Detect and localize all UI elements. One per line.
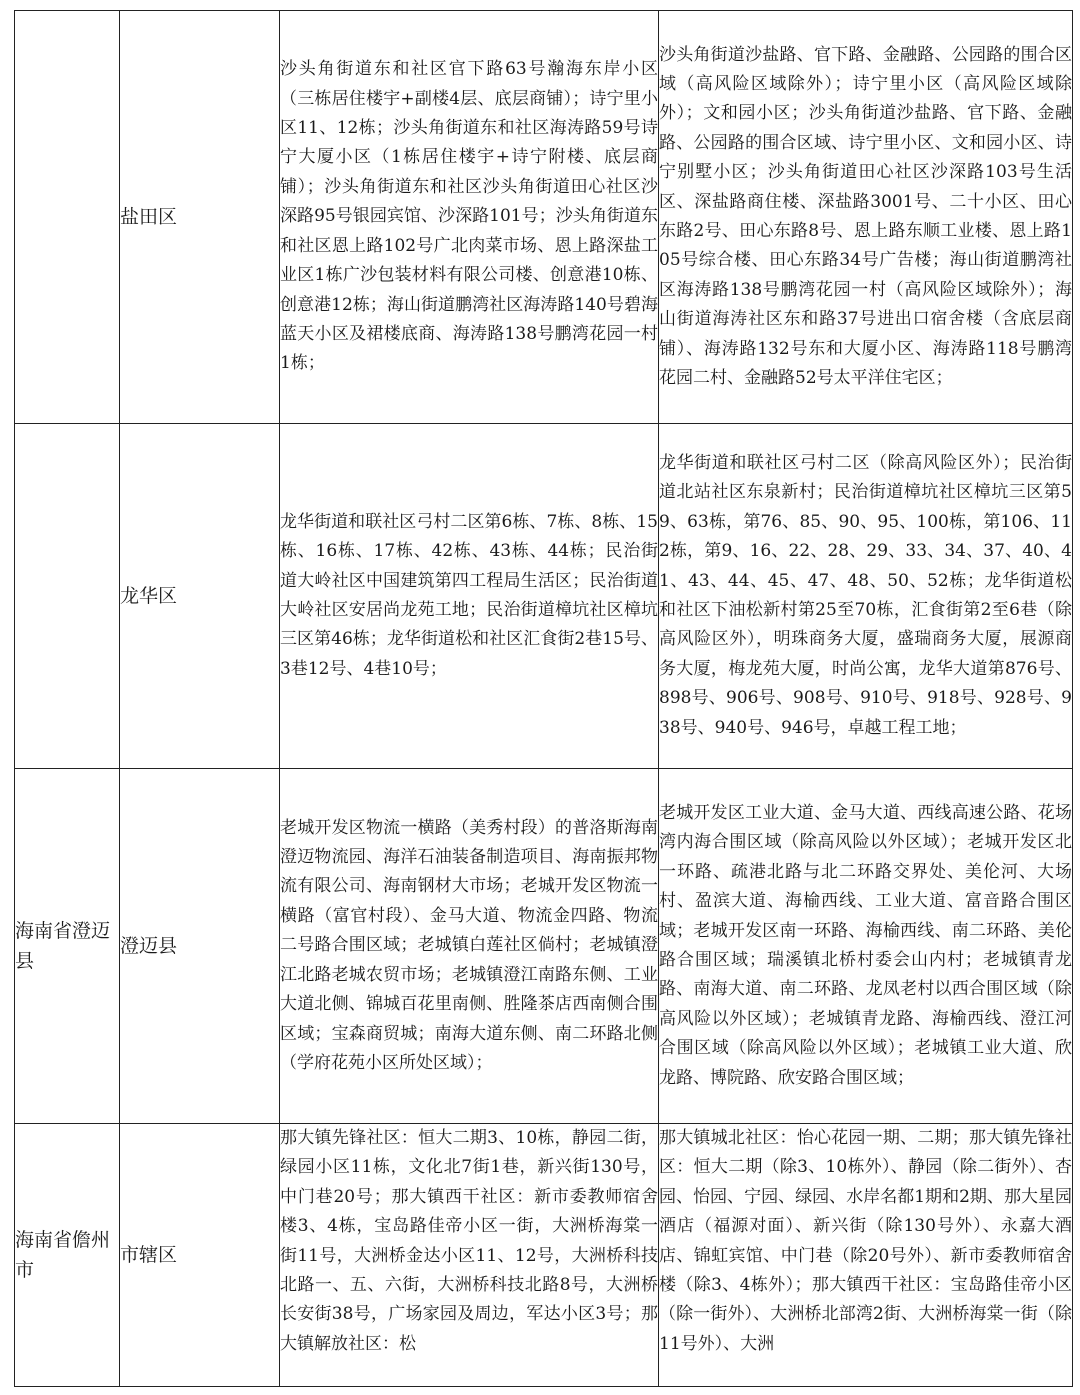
table-row [15,769,1073,1124]
medium-risk-cell: 龙华街道和联社区弓村二区第6栋、7栋、8栋、15栋、16栋、17栋、42栋、43栋、44栋；民治街道大岭社区中国建筑第四工程局生活区；民治街道大岭社区安居尚龙苑工地；民治街道樟坑社区樟坑三区第46栋；龙华街道松和社区汇食街2巷15号、3巷12号、4巷10号； [280,424,659,769]
district-cell: 市辖区 [120,1124,280,1387]
low-risk-cell: 沙头角街道沙盐路、官下路、金融路、公园路的围合区域（高风险区域除外）；诗宁里小区（高风险区域除外）；文和园小区；沙头角街道沙盐路、官下路、金融路、公园路的围合区域、诗宁里小区、文和园小区、诗宁别墅小区；沙头角街道田心社区沙深路103号生活区、深盐路商住楼、深盐路3001号、二十小区、田心东路2号、田心东路8号、恩上路东顺工业楼、恩上路105号综合楼、田心东路34号广告楼；海山街道鹏湾社区海涛路138号鹏湾花园一村（高风险区域除外）；海山街道海涛社区东和路37号进出口宿舍楼（含底层商铺）、海涛路132号东和大厦小区、海涛路118号鹏湾花园二村、金融路52号太平洋住宅区； [659,11,1073,424]
low-risk-cell: 老城开发区工业大道、金马大道、西线高速公路、花场湾内海合围区域（除高风险以外区域）；老城开发区北一环路、疏港北路与北二环路交界处、美伦河、大场村、盈滨大道、海榆西线、工业大道、富音路合围区域；老城开发区南一环路、海榆西线、南二环路、美伦路合围区域；瑞溪镇北桥村委会山内村；老城镇青龙路、南海大道、南二环路、龙凤老村以西合围区域（除高风险以外区域）；老城镇青龙路、海榆西线、澄江河合围区域（除高风险以外区域）；老城镇工业大道、欣龙路、博院路、欣安路合围区域； [659,769,1073,1124]
table-row [15,1124,1073,1387]
province-cell: 海南省儋州市 [15,1124,120,1387]
province-cell: 海南省澄迈县 [15,769,120,1124]
district-cell: 澄迈县 [120,769,280,1124]
province-cell [15,424,120,769]
province-cell [15,11,120,424]
medium-risk-cell: 沙头角街道东和社区官下路63号瀚海东岸小区（三栋居住楼宇+副楼4层、底层商铺）；诗宁里小区11、12栋；沙头角街道东和社区海涛路59号诗宁大厦小区（1栋居住楼宇+诗宁附楼、底层商铺）；沙头角街道东和社区沙头角街道田心社区沙深路95号银园宾馆、沙深路101号；沙头角街道东和社区恩上路102号广北肉菜市场、恩上路深盐工业区1栋广沙包装材料有限公司楼、创意港10栋、创意港12栋；海山街道鹏湾社区海涛路140号碧海蓝天小区及裙楼底商、海涛路138号鹏湾花园一村1栋； [280,11,659,424]
district-cell: 龙华区 [120,424,280,769]
risk-area-table [14,10,1073,1387]
medium-risk-cell: 老城开发区物流一横路（美秀村段）的普洛斯海南澄迈物流园、海洋石油装备制造项目、海南振邦物流有限公司、海南钢材大市场；老城开发区物流一横路（富官村段）、金马大道、物流金四路、物流二号路合围区域；老城镇白莲社区倘村；老城镇澄江北路老城农贸市场；老城镇澄江南路东侧、工业大道北侧、锦城百花里南侧、胜隆茶店西南侧合围区域；宝森商贸城；南海大道东侧、南二环路北侧（学府花苑小区所处区域）； [280,769,659,1124]
low-risk-cell: 龙华街道和联社区弓村二区（除高风险区外）；民治街道北站社区东泉新村；民治街道樟坑社区樟坑三区第59、63栋，第76、85、90、95、100栋，第106、112栋，第9、16、22、28、29、33、34、37、40、41、43、44、45、47、48、50、52栋；龙华街道松和社区下油松新村第25至70栋，汇食街第2至6巷（除高风险区外），明珠商务大厦，盛瑞商务大厦，展源商务大厦，梅龙苑大厦，时尚公寓，龙华大道第876号、898号、906号、908号、910号、918号、928号、938号、940号、946号，卓越工程工地； [659,424,1073,769]
medium-risk-cell: 那大镇先锋社区：恒大二期3、10栋，静园二街，绿园小区11栋，文化北7街1巷，新兴街130号，中门巷20号；那大镇西干社区：新市委教师宿舍楼3、4栋，宝岛路佳帝小区一街，大洲桥海棠一街11号，大洲桥金达小区11、12号，大洲桥科技北路一、五、六街，大洲桥科技北路8号，大洲桥长安街38号，广场家园及周边，军达小区3号；那大镇解放社区：松 [280,1124,659,1387]
table-row [15,424,1073,769]
district-cell: 盐田区 [120,11,280,424]
table-row [15,11,1073,424]
low-risk-cell: 那大镇城北社区：怡心花园一期、二期；那大镇先锋社区：恒大二期（除3、10栋外）、静园（除二街外）、杏园、怡园、宁园、绿园、水岸名都1期和2期、那大星园酒店（福源对面）、新兴街（除130号外）、永嘉大酒店、锦虹宾馆、中门巷（除20号外）、新市委教师宿舍楼（除3、4栋外）；那大镇西干社区：宝岛路佳帝小区（除一街外）、大洲桥北部湾2街、大洲桥海棠一街（除11号外）、大洲 [659,1124,1073,1387]
